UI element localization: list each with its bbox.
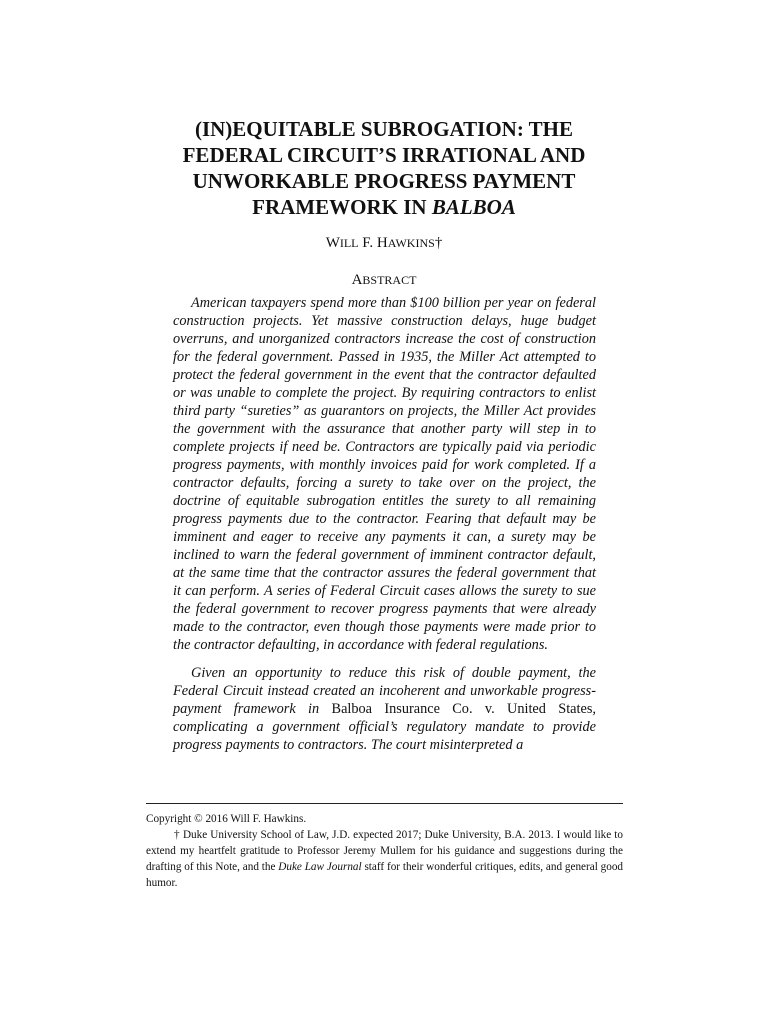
author-first-cap: W: [325, 235, 340, 251]
footnote-text-1: Duke University School of Law, J.D. expected 2017; Duke University, B.A. 2013. I would like to extend my heartfelt gratitude to Professor Jeremy Mullem for his guidance and suggestions during the drafting of this Note, and the: [146, 829, 623, 873]
abstract-case-name: Balboa Insurance Co. v. United States: [331, 701, 593, 717]
article-title: [120, 116, 648, 220]
title-line-4: [120, 194, 648, 220]
title-line-2: FEDERAL CIRCUIT’S IRRATIONAL AND: [182, 143, 586, 167]
abstract-heading-cap: A: [351, 272, 363, 288]
author-name: [0, 234, 768, 252]
author-footnote-mark: †: [434, 235, 443, 251]
author-first-rest: ILL: [339, 236, 359, 250]
author-last-cap: H: [376, 235, 388, 251]
abstract-heading-rest: BSTRACT: [362, 273, 417, 287]
footnote-divider: [146, 803, 623, 804]
abstract-body: [173, 294, 596, 764]
footnote-mark: †: [174, 829, 180, 841]
title-case-name: BALBOA: [431, 195, 516, 219]
author-middle: F.: [358, 235, 377, 251]
title-line-1: (IN)EQUITABLE SUBROGATION: THE: [194, 117, 574, 141]
abstract-paragraph-2-part-1: Given an opportunity to reduce this risk of double payment, the Federal Circuit instead created an incoherent and unworkable progress-payment framework in: [173, 665, 596, 717]
abstract-paragraph-2: [173, 664, 596, 754]
abstract-heading: [0, 271, 768, 289]
author-footnote: [146, 827, 623, 891]
title-line-4-prefix: FRAMEWORK IN: [252, 195, 432, 219]
abstract-paragraph-1: American taxpayers spend more than $100 billion per year on federal construction projects. Yet massive construction delays, huge budget overruns, and unorganized contractors increase the cost of construction for the federal government. Passed in 1935, the Miller Act attempted to protect the federal government in the event that the contractor defaulted or was unable to complete the project. By requiring contractors to enlist third party “sureties” as guarantors on projects, the Miller Act provides the government with the assurance that another party will step in to complete projects if need be. Contractors are typically paid via periodic progress payments, with monthly invoices paid for work completed. If a contractor defaults, forcing a surety to take over on the project, the doctrine of equitable subrogation entitles the surety to all remaining progress payments due to the contractor. Fearing that default may be imminent and eager to receive any payments it can, a surety may be inclined to warn the federal government of imminent contractor default, at the same time that the contractor assures the federal government that it can perform. A series of Federal Circuit cases allows the surety to sue the federal government to recover progress payments that were already made to the contractor, even though those payments were made prior to the contractor defaulting, in accordance with federal regulations.: [173, 295, 596, 653]
footnotes: [146, 811, 623, 891]
author-last-rest: AWKINS: [387, 236, 435, 250]
title-line-3: UNWORKABLE PROGRESS PAYMENT: [192, 169, 576, 193]
abstract-paragraph-2-part-2: , complicating a government official’s regulatory mandate to provide progress payments to contractors. The court misinterpreted a: [173, 701, 596, 753]
footnote-journal-name: Duke Law Journal: [278, 861, 362, 873]
footnote-text-2: staff for their wonderful critiques, edits, and general good humor.: [146, 861, 624, 889]
copyright-notice: Copyright © 2016 Will F. Hawkins.: [146, 813, 307, 825]
